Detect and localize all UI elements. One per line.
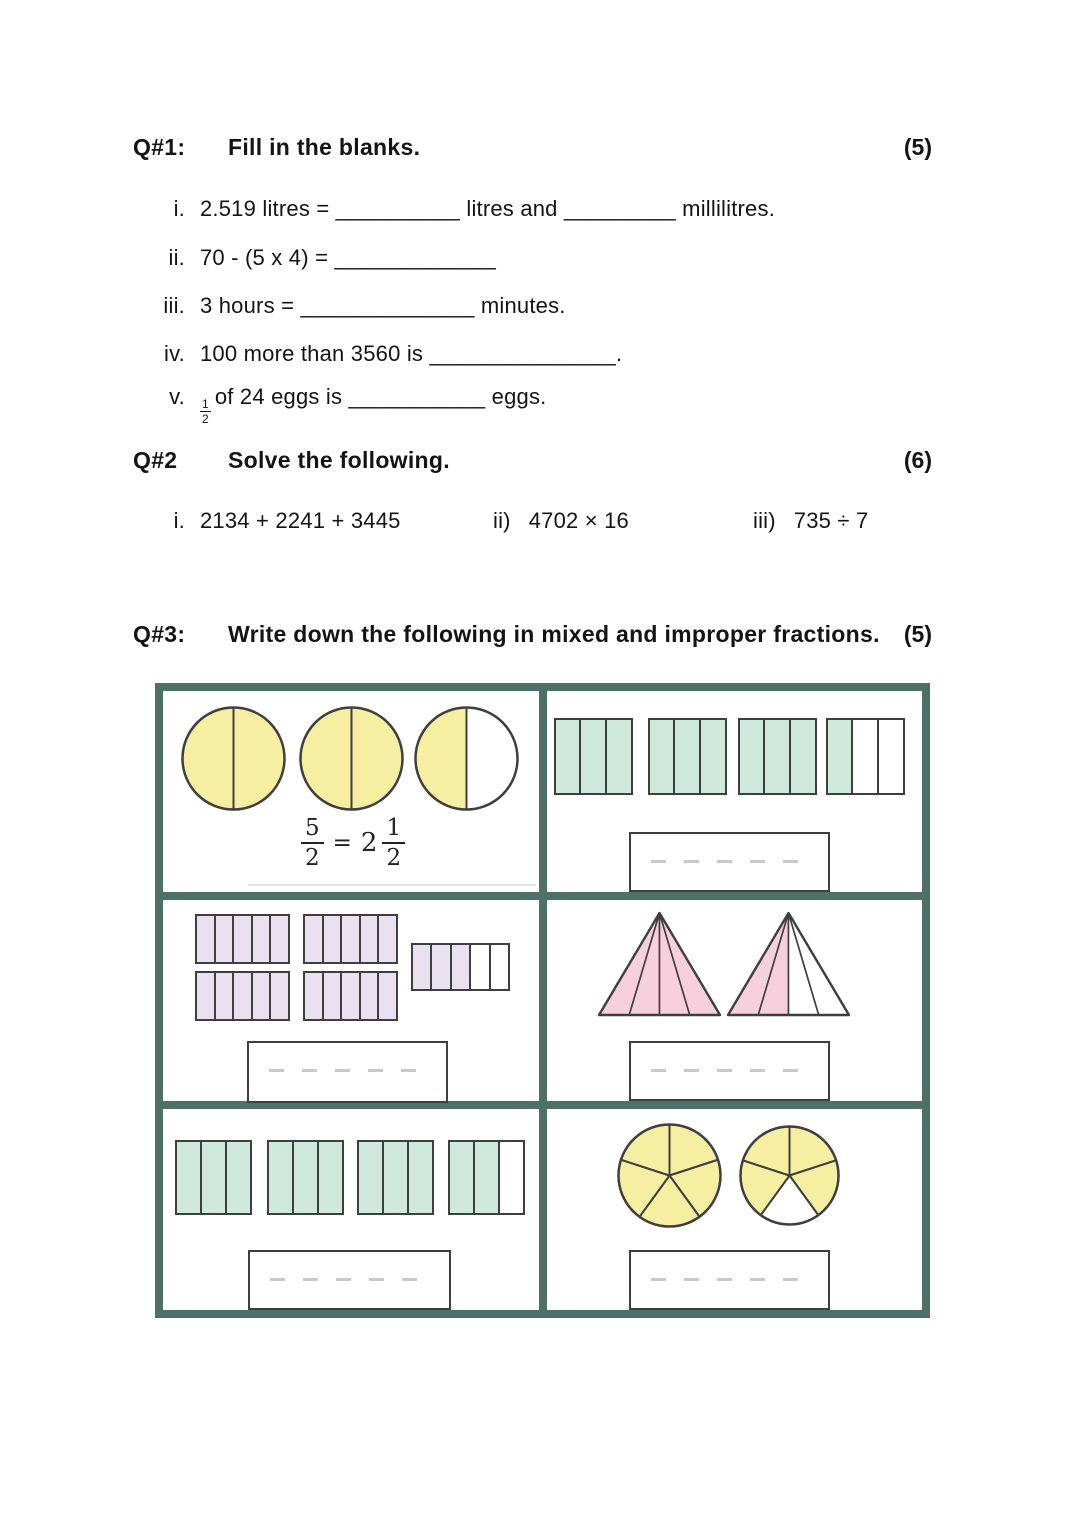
expression: 4702 × 16 bbox=[528, 508, 629, 533]
q2-title: Solve the following. bbox=[228, 447, 450, 473]
item-text: 2.519 litres = __________ litres and _________ millilitres. bbox=[200, 196, 776, 221]
item-numeral: i. bbox=[173, 196, 185, 221]
expression: 735 ÷ 7 bbox=[793, 508, 869, 533]
item-text: 100 more than 3560 is _______________. bbox=[200, 341, 623, 366]
expression: 2134 + 2241 + 3445 bbox=[200, 508, 401, 533]
q3-marks: (5) bbox=[903, 621, 932, 647]
item-numeral: v. bbox=[169, 384, 185, 409]
equals-sign: = bbox=[332, 830, 352, 857]
half-circle-shape bbox=[298, 705, 405, 812]
dashed-write-line bbox=[269, 1069, 426, 1072]
q1-item-iii bbox=[133, 293, 566, 319]
fraction-cell-circles-fifths bbox=[547, 1109, 923, 1310]
fraction-bar bbox=[303, 914, 398, 964]
item-text: 70 - (5 x 4) = _____________ bbox=[200, 245, 497, 270]
fraction-bar bbox=[411, 943, 510, 991]
fraction-bar bbox=[195, 914, 290, 964]
answer-box[interactable] bbox=[248, 1250, 451, 1310]
fraction-bar bbox=[195, 971, 290, 1021]
dashed-write-line bbox=[651, 1069, 808, 1072]
fraction-bar bbox=[738, 718, 817, 795]
fraction-bar bbox=[448, 1140, 525, 1215]
triangle-shape bbox=[596, 910, 723, 1018]
dashed-write-line bbox=[651, 1278, 808, 1281]
item-text: of 24 eggs is ___________ eggs. bbox=[214, 384, 547, 409]
sector-circle-shape bbox=[616, 1122, 723, 1229]
mixed-fraction: 1 2 bbox=[382, 815, 405, 872]
fraction-cell-bars-fifths bbox=[163, 900, 539, 1101]
answer-box[interactable] bbox=[629, 1250, 830, 1310]
item-numeral: ii) bbox=[493, 508, 511, 533]
dashed-write-line bbox=[270, 1278, 429, 1281]
fraction-bar bbox=[357, 1140, 434, 1215]
q3-heading bbox=[133, 621, 880, 648]
improper-fraction: $\frac{5}{2}$ bbox=[301, 815, 324, 872]
fraction-bar bbox=[648, 718, 727, 795]
fraction-bar bbox=[303, 971, 398, 1021]
item-numeral: iii. bbox=[163, 293, 185, 318]
q1-item-v bbox=[133, 384, 546, 425]
q1-heading bbox=[133, 134, 420, 161]
fraction-bar bbox=[554, 718, 633, 795]
item-numeral: iv. bbox=[164, 341, 185, 366]
q3-title: Write down the following in mixed and improper fractions. bbox=[228, 621, 880, 647]
item-text: 3 hours = ______________ minutes. bbox=[200, 293, 566, 318]
half-circle-shape bbox=[413, 705, 520, 812]
q1-item-i bbox=[133, 196, 775, 222]
dashed-write-line bbox=[651, 860, 808, 863]
fraction-bar bbox=[826, 718, 905, 795]
answer-box[interactable] bbox=[247, 1041, 448, 1103]
item-numeral: i. bbox=[173, 508, 185, 533]
fractions-grid bbox=[155, 683, 930, 1318]
q2-marks: (6) bbox=[903, 447, 932, 473]
q1-title: Fill in the blanks. bbox=[228, 134, 421, 160]
item-numeral: iii) bbox=[753, 508, 776, 533]
q2-heading bbox=[133, 447, 450, 474]
q2-item-ii bbox=[493, 508, 629, 534]
q1-item-iv bbox=[133, 341, 622, 367]
item-numeral: ii. bbox=[168, 245, 185, 270]
whole-number: 2 bbox=[360, 828, 378, 859]
fraction-cell-circles-halves bbox=[163, 691, 539, 892]
fraction-cell-bars-thirds-a bbox=[547, 691, 923, 892]
half-circle-shape bbox=[180, 705, 287, 812]
q1-label: Q#1: bbox=[133, 134, 186, 160]
fraction-bar bbox=[267, 1140, 344, 1215]
answer-box[interactable] bbox=[629, 1041, 830, 1101]
q3-label: Q#3: bbox=[133, 621, 186, 647]
q2-item-iii bbox=[753, 508, 868, 534]
answer-box[interactable] bbox=[629, 832, 830, 892]
fraction-cell-bars-thirds-b bbox=[163, 1109, 539, 1310]
q1-item-ii bbox=[133, 245, 496, 271]
example-fraction-equation bbox=[301, 815, 405, 872]
fraction-cell-triangles-quarters bbox=[547, 900, 923, 1101]
q2-label: Q#2 bbox=[133, 447, 178, 473]
half-fraction: $\frac{1}{2}$ bbox=[202, 397, 209, 426]
triangle-shape bbox=[725, 910, 852, 1018]
fraction-bar bbox=[175, 1140, 252, 1215]
faint-underline bbox=[248, 884, 536, 886]
q1-marks: (5) bbox=[903, 134, 932, 160]
q2-item-i bbox=[133, 508, 401, 534]
sector-circle-shape bbox=[738, 1124, 841, 1227]
